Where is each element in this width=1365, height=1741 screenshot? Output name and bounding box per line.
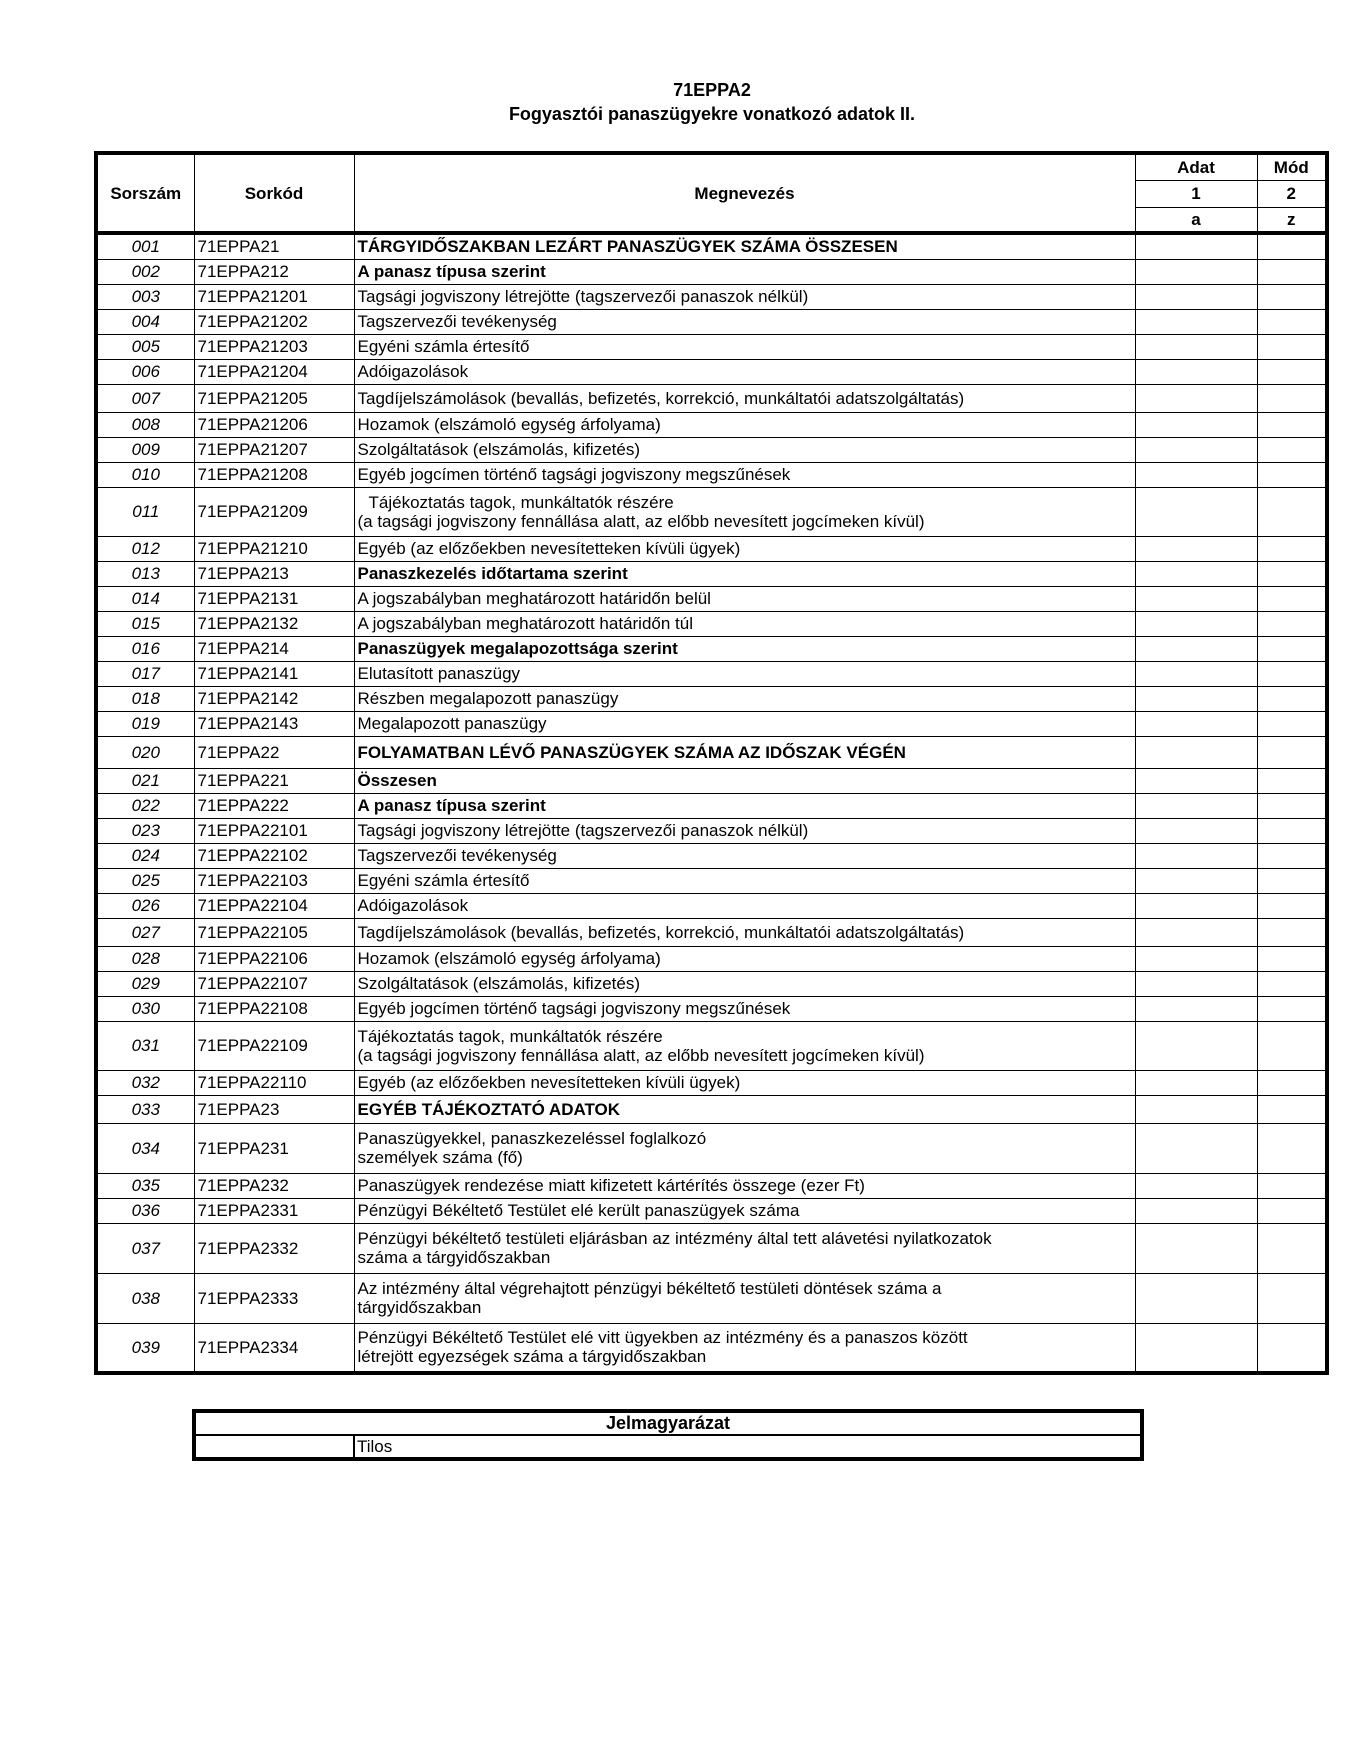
- row-number: 014: [96, 586, 194, 611]
- row-number: 019: [96, 711, 194, 736]
- legend-title: Jelmagyarázat: [194, 1411, 1142, 1435]
- mod-cell[interactable]: [1257, 487, 1327, 536]
- mod-cell[interactable]: [1257, 918, 1327, 946]
- table-row: [96, 736, 1327, 768]
- adat-cell[interactable]: [1135, 686, 1257, 711]
- row-code: 71EPPA21203: [194, 334, 354, 359]
- row-number: 039: [96, 1323, 194, 1373]
- row-name: Tagszervezői tevékenység: [354, 843, 1135, 868]
- adat-cell[interactable]: [1135, 843, 1257, 868]
- col-header-adat-number: 1: [1135, 180, 1257, 207]
- row-number: 038: [96, 1273, 194, 1323]
- col-header-sorkod: Sorkód: [194, 153, 354, 233]
- table-row: [96, 536, 1327, 561]
- mod-cell[interactable]: [1257, 686, 1327, 711]
- table-row: [96, 284, 1327, 309]
- mod-cell[interactable]: [1257, 893, 1327, 918]
- row-number: 021: [96, 768, 194, 793]
- row-code: 71EPPA22102: [194, 843, 354, 868]
- row-code: 71EPPA21206: [194, 412, 354, 437]
- row-name: [354, 1021, 1135, 1070]
- table-row: [96, 868, 1327, 893]
- table-row: [96, 334, 1327, 359]
- row-code: 71EPPA2331: [194, 1198, 354, 1223]
- adat-cell[interactable]: [1135, 996, 1257, 1021]
- mod-cell[interactable]: [1257, 793, 1327, 818]
- row-number: 018: [96, 686, 194, 711]
- adat-cell[interactable]: [1135, 661, 1257, 686]
- row-name: Szolgáltatások (elszámolás, kifizetés): [354, 971, 1135, 996]
- row-name: [354, 1323, 1135, 1373]
- mod-cell[interactable]: [1257, 1173, 1327, 1198]
- row-number: 008: [96, 412, 194, 437]
- form-code: 71EPPA2: [673, 80, 751, 100]
- row-code: 71EPPA22110: [194, 1070, 354, 1095]
- row-name: Szolgáltatások (elszámolás, kifizetés): [354, 437, 1135, 462]
- mod-cell[interactable]: [1257, 661, 1327, 686]
- row-code: 71EPPA23: [194, 1095, 354, 1123]
- table-row: [96, 1070, 1327, 1095]
- adat-cell[interactable]: [1135, 487, 1257, 536]
- table-row: [96, 586, 1327, 611]
- row-name: Tagdíjelszámolások (bevallás, befizetés, korrekció, munkáltatói adatszolgáltatás): [354, 918, 1135, 946]
- adat-cell[interactable]: [1135, 893, 1257, 918]
- col-header-mod: Mód: [1257, 153, 1327, 180]
- table-row: [96, 711, 1327, 736]
- row-name-line2: személyek száma (fő): [357, 1148, 523, 1167]
- adat-cell[interactable]: [1135, 971, 1257, 996]
- row-code: 71EPPA2332: [194, 1223, 354, 1273]
- adat-cell[interactable]: [1135, 412, 1257, 437]
- table-row: [96, 893, 1327, 918]
- row-name: [354, 1273, 1135, 1323]
- mod-cell[interactable]: [1257, 996, 1327, 1021]
- adat-cell[interactable]: [1135, 793, 1257, 818]
- adat-cell[interactable]: [1135, 1123, 1257, 1173]
- adat-cell[interactable]: [1135, 1323, 1257, 1373]
- row-code: 71EPPA2141: [194, 661, 354, 686]
- col-header-adat: Adat: [1135, 153, 1257, 180]
- row-number: 026: [96, 893, 194, 918]
- row-number: 009: [96, 437, 194, 462]
- row-name: Adóigazolások: [354, 893, 1135, 918]
- row-code: 71EPPA22108: [194, 996, 354, 1021]
- row-name-line2: száma a tárgyidőszakban: [357, 1248, 551, 1267]
- form-title: Fogyasztói panaszügyekre vonatkozó adatok II.: [508, 104, 916, 124]
- mod-cell[interactable]: [1257, 636, 1327, 661]
- row-code: 71EPPA212: [194, 259, 354, 284]
- row-number: 011: [96, 487, 194, 536]
- table-row: [96, 462, 1327, 487]
- adat-cell[interactable]: [1135, 768, 1257, 793]
- adat-cell[interactable]: [1135, 359, 1257, 384]
- table-row: [96, 843, 1327, 868]
- row-number: 001: [96, 233, 194, 259]
- row-name-line1: Tájékoztatás tagok, munkáltatók részére: [368, 492, 674, 512]
- mod-cell[interactable]: [1257, 561, 1327, 586]
- row-name: Tagszervezői tevékenység: [354, 309, 1135, 334]
- row-code: 71EPPA22107: [194, 971, 354, 996]
- mod-cell[interactable]: [1257, 1095, 1327, 1123]
- row-number: 036: [96, 1198, 194, 1223]
- row-name-line2: (a tagsági jogviszony fennállása alatt, az előbb nevesített jogcímeken kívül): [357, 1045, 925, 1065]
- row-number: 016: [96, 636, 194, 661]
- row-code: 71EPPA22103: [194, 868, 354, 893]
- mod-cell[interactable]: [1257, 586, 1327, 611]
- adat-cell[interactable]: [1135, 711, 1257, 736]
- table-row: [96, 359, 1327, 384]
- row-code: 71EPPA21208: [194, 462, 354, 487]
- table-row: [96, 233, 1327, 259]
- adat-cell[interactable]: [1135, 946, 1257, 971]
- row-number: 002: [96, 259, 194, 284]
- adat-cell[interactable]: [1135, 636, 1257, 661]
- row-code: 71EPPA21202: [194, 309, 354, 334]
- adat-cell[interactable]: [1135, 736, 1257, 768]
- row-code: 71EPPA221: [194, 768, 354, 793]
- mod-cell[interactable]: [1257, 1223, 1327, 1273]
- col-header-megnevezes: Megnevezés: [354, 153, 1135, 233]
- mod-cell[interactable]: [1257, 843, 1327, 868]
- row-number: 012: [96, 536, 194, 561]
- adat-cell[interactable]: [1135, 334, 1257, 359]
- row-name: EGYÉB TÁJÉKOZTATÓ ADATOK: [354, 1095, 1135, 1123]
- table-row: [96, 412, 1327, 437]
- table-row: [96, 437, 1327, 462]
- row-code: 71EPPA21209: [194, 487, 354, 536]
- row-number: 004: [96, 309, 194, 334]
- row-name: Panaszkezelés időtartama szerint: [354, 561, 1135, 586]
- table-row: [96, 768, 1327, 793]
- table-row: [96, 636, 1327, 661]
- row-name: Összesen: [354, 768, 1135, 793]
- table-row: [96, 259, 1327, 284]
- mod-cell[interactable]: [1257, 437, 1327, 462]
- adat-cell[interactable]: [1135, 1070, 1257, 1095]
- row-name: [354, 1123, 1135, 1173]
- row-name: FOLYAMATBAN LÉVŐ PANASZÜGYEK SZÁMA AZ IDŐSZAK VÉGÉN: [354, 736, 1135, 768]
- row-number: 029: [96, 971, 194, 996]
- row-name: Egyéb jogcímen történő tagsági jogviszony megszűnések: [354, 996, 1135, 1021]
- row-number: 007: [96, 384, 194, 412]
- mod-cell[interactable]: [1257, 768, 1327, 793]
- row-name: Panaszügyek megalapozottsága szerint: [354, 636, 1135, 661]
- row-code: 71EPPA2131: [194, 586, 354, 611]
- table-row: [96, 1273, 1327, 1323]
- mod-cell[interactable]: [1257, 284, 1327, 309]
- table-row: [96, 487, 1327, 536]
- row-code: 71EPPA21205: [194, 384, 354, 412]
- mod-cell[interactable]: [1257, 946, 1327, 971]
- row-name: Egyéb (az előzőekben nevesítetteken kívüli ügyek): [354, 1070, 1135, 1095]
- mod-cell[interactable]: [1257, 611, 1327, 636]
- row-name-line2: létrejött egyezségek száma a tárgyidőszakban: [357, 1347, 707, 1367]
- row-name: Adóigazolások: [354, 359, 1135, 384]
- mod-cell[interactable]: [1257, 736, 1327, 768]
- adat-cell[interactable]: [1135, 1095, 1257, 1123]
- row-name: Egyéb jogcímen történő tagsági jogviszony megszűnések: [354, 462, 1135, 487]
- table-row: [96, 1173, 1327, 1198]
- mod-cell[interactable]: [1257, 971, 1327, 996]
- row-number: 033: [96, 1095, 194, 1123]
- row-code: 71EPPA22105: [194, 918, 354, 946]
- row-code: 71EPPA22: [194, 736, 354, 768]
- mod-cell[interactable]: [1257, 1323, 1327, 1373]
- row-number: 010: [96, 462, 194, 487]
- table-row: [96, 996, 1327, 1021]
- table-row: [96, 686, 1327, 711]
- row-name-line2: (a tagsági jogviszony fennállása alatt, az előbb nevesített jogcímeken kívül): [357, 511, 925, 531]
- row-code: 71EPPA22101: [194, 818, 354, 843]
- adat-cell[interactable]: [1135, 1021, 1257, 1070]
- row-name-line1: Az intézmény által végrehajtott pénzügyi békéltető testületi döntések száma a: [357, 1279, 942, 1298]
- row-name: A panasz típusa szerint: [354, 259, 1135, 284]
- col-header-sorszam: Sorszám: [96, 153, 194, 233]
- row-name: Hozamok (elszámoló egység árfolyama): [354, 946, 1135, 971]
- mod-cell[interactable]: [1257, 359, 1327, 384]
- row-name: Tagsági jogviszony létrejötte (tagszervezői panaszok nélkül): [354, 818, 1135, 843]
- adat-cell[interactable]: [1135, 1273, 1257, 1323]
- row-code: 71EPPA213: [194, 561, 354, 586]
- row-name: [354, 1223, 1135, 1273]
- row-number: 003: [96, 284, 194, 309]
- row-number: 022: [96, 793, 194, 818]
- row-name-line1: Pénzügyi Békéltető Testület elé vitt ügyekben az intézmény és a panaszos között: [357, 1328, 968, 1348]
- row-name-line1: Panaszügyekkel, panaszkezeléssel foglalkozó: [357, 1129, 707, 1148]
- row-name: A panasz típusa szerint: [354, 793, 1135, 818]
- row-name: Megalapozott panaszügy: [354, 711, 1135, 736]
- table-row: [96, 384, 1327, 412]
- mod-cell[interactable]: [1257, 233, 1327, 259]
- adat-cell[interactable]: [1135, 586, 1257, 611]
- legend-table: [192, 1409, 1144, 1461]
- adat-cell[interactable]: [1135, 561, 1257, 586]
- mod-cell[interactable]: [1257, 1123, 1327, 1173]
- legend-swatch: [194, 1435, 354, 1459]
- row-number: 013: [96, 561, 194, 586]
- adat-cell[interactable]: [1135, 1173, 1257, 1198]
- row-number: 020: [96, 736, 194, 768]
- row-name: Pénzügyi Békéltető Testület elé került panaszügyek száma: [354, 1198, 1135, 1223]
- mod-cell[interactable]: [1257, 259, 1327, 284]
- adat-cell[interactable]: [1135, 868, 1257, 893]
- row-code: 71EPPA2143: [194, 711, 354, 736]
- row-code: 71EPPA21207: [194, 437, 354, 462]
- row-code: 71EPPA232: [194, 1173, 354, 1198]
- adat-cell[interactable]: [1135, 1198, 1257, 1223]
- row-number: 031: [96, 1021, 194, 1070]
- table-row: [96, 918, 1327, 946]
- adat-cell[interactable]: [1135, 1223, 1257, 1273]
- row-number: 030: [96, 996, 194, 1021]
- mod-cell[interactable]: [1257, 412, 1327, 437]
- row-number: 034: [96, 1123, 194, 1173]
- adat-cell[interactable]: [1135, 536, 1257, 561]
- row-name: A jogszabályban meghatározott határidőn túl: [354, 611, 1135, 636]
- row-number: 027: [96, 918, 194, 946]
- table-row: [96, 309, 1327, 334]
- adat-cell[interactable]: [1135, 611, 1257, 636]
- mod-cell[interactable]: [1257, 1198, 1327, 1223]
- row-code: 71EPPA2142: [194, 686, 354, 711]
- row-code: 71EPPA21204: [194, 359, 354, 384]
- mod-cell[interactable]: [1257, 334, 1327, 359]
- adat-cell[interactable]: [1135, 918, 1257, 946]
- row-number: 023: [96, 818, 194, 843]
- adat-cell[interactable]: [1135, 437, 1257, 462]
- row-code: 71EPPA222: [194, 793, 354, 818]
- adat-cell[interactable]: [1135, 284, 1257, 309]
- row-name: Elutasított panaszügy: [354, 661, 1135, 686]
- mod-cell[interactable]: [1257, 462, 1327, 487]
- row-name: [354, 487, 1135, 536]
- row-name: A jogszabályban meghatározott határidőn belül: [354, 586, 1135, 611]
- table-row: [96, 611, 1327, 636]
- col-header-adat-letter: a: [1135, 207, 1257, 233]
- mod-cell[interactable]: [1257, 1021, 1327, 1070]
- mod-cell[interactable]: [1257, 536, 1327, 561]
- row-code: 71EPPA22106: [194, 946, 354, 971]
- row-code: 71EPPA21210: [194, 536, 354, 561]
- row-number: 006: [96, 359, 194, 384]
- adat-cell[interactable]: [1135, 309, 1257, 334]
- row-name: Egyéb (az előzőekben nevesítetteken kívüli ügyek): [354, 536, 1135, 561]
- row-name: Panaszügyek rendezése miatt kifizetett kártérítés összege (ezer Ft): [354, 1173, 1135, 1198]
- row-code: 71EPPA2132: [194, 611, 354, 636]
- row-code: 71EPPA22104: [194, 893, 354, 918]
- col-header-mod-number: 2: [1257, 180, 1327, 207]
- table-row: [96, 818, 1327, 843]
- row-name: Tagdíjelszámolások (bevallás, befizetés, korrekció, munkáltatói adatszolgáltatás): [354, 384, 1135, 412]
- mod-cell[interactable]: [1257, 309, 1327, 334]
- row-name: Részben megalapozott panaszügy: [354, 686, 1135, 711]
- row-name-line1: Tájékoztatás tagok, munkáltatók részére: [357, 1026, 663, 1046]
- row-number: 028: [96, 946, 194, 971]
- row-number: 024: [96, 843, 194, 868]
- adat-cell[interactable]: [1135, 462, 1257, 487]
- row-number: 037: [96, 1223, 194, 1273]
- row-code: 71EPPA2334: [194, 1323, 354, 1373]
- mod-cell[interactable]: [1257, 818, 1327, 843]
- row-number: 015: [96, 611, 194, 636]
- table-row: [96, 1123, 1327, 1173]
- table-row: [96, 793, 1327, 818]
- row-code: 71EPPA231: [194, 1123, 354, 1173]
- row-name-line1: Pénzügyi békéltető testületi eljárásban az intézmény által tett alávetési nyilatkozatok: [357, 1229, 992, 1248]
- row-name: Egyéni számla értesítő: [354, 868, 1135, 893]
- mod-cell[interactable]: [1257, 868, 1327, 893]
- mod-cell[interactable]: [1257, 711, 1327, 736]
- adat-cell[interactable]: [1135, 384, 1257, 412]
- table-row: [96, 1198, 1327, 1223]
- row-name-line2: tárgyidőszakban: [357, 1298, 482, 1317]
- col-header-mod-letter: z: [1257, 207, 1327, 233]
- row-name: Egyéni számla értesítő: [354, 334, 1135, 359]
- table-row: [96, 1095, 1327, 1123]
- row-code: 71EPPA22109: [194, 1021, 354, 1070]
- mod-cell[interactable]: [1257, 384, 1327, 412]
- adat-cell[interactable]: [1135, 233, 1257, 259]
- table-row: [96, 1223, 1327, 1273]
- row-code: 71EPPA21: [194, 233, 354, 259]
- row-number: 032: [96, 1070, 194, 1095]
- row-number: 035: [96, 1173, 194, 1198]
- table-row: [96, 561, 1327, 586]
- adat-cell[interactable]: [1135, 259, 1257, 284]
- table-row: [96, 1021, 1327, 1070]
- row-number: 025: [96, 868, 194, 893]
- row-name: Tagsági jogviszony létrejötte (tagszervezői panaszok nélkül): [354, 284, 1135, 309]
- row-name: TÁRGYIDŐSZAKBAN LEZÁRT PANASZÜGYEK SZÁMA ÖSSZESEN: [354, 233, 1135, 259]
- table-row: [96, 971, 1327, 996]
- table-row: [96, 1323, 1327, 1373]
- legend-item-label: Tilos: [354, 1435, 1142, 1459]
- row-number: 005: [96, 334, 194, 359]
- mod-cell[interactable]: [1257, 1273, 1327, 1323]
- row-name: Hozamok (elszámoló egység árfolyama): [354, 412, 1135, 437]
- row-code: 71EPPA21201: [194, 284, 354, 309]
- row-number: 017: [96, 661, 194, 686]
- adat-cell[interactable]: [1135, 818, 1257, 843]
- row-code: 71EPPA2333: [194, 1273, 354, 1323]
- data-table: [94, 151, 1329, 1375]
- table-row: [96, 661, 1327, 686]
- table-row: [96, 946, 1327, 971]
- mod-cell[interactable]: [1257, 1070, 1327, 1095]
- row-code: 71EPPA214: [194, 636, 354, 661]
